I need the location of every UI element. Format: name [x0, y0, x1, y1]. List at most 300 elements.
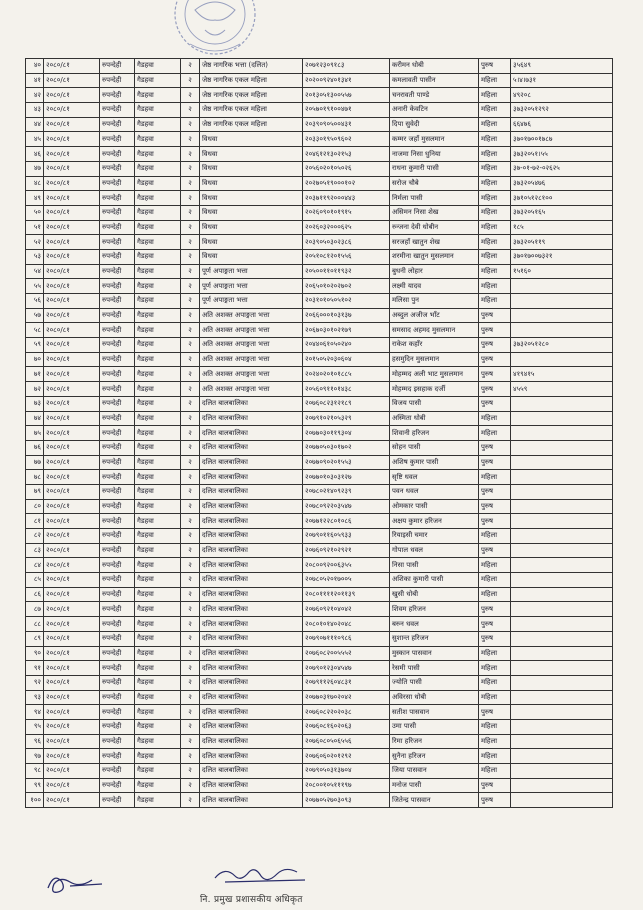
allowance-type-cell: दलित बालबालिका: [200, 440, 303, 455]
allowance-type-cell: दलित बालबालिका: [200, 411, 303, 426]
table-row: [26, 117, 613, 132]
palika-cell: गैडहवा: [135, 59, 181, 74]
palika-cell: गैडहवा: [135, 558, 181, 573]
fiscal-year-cell: २०८०/८१: [44, 323, 100, 338]
beneficiary-register-table: [25, 58, 613, 808]
allowance-type-cell: दलित बालबालिका: [200, 617, 303, 632]
allowance-type-cell: विधवा: [200, 205, 303, 220]
gender-cell: पुरुष: [479, 455, 511, 470]
table-row: [26, 205, 613, 220]
beneficiary-name-cell: सरोज चौबे: [390, 176, 479, 191]
district-cell: रुपन्देही: [100, 220, 135, 235]
fiscal-year-cell: २०८०/८१: [44, 191, 100, 206]
beneficiary-id-cell: २०७७०५२७०३०९३: [303, 793, 390, 808]
serial-number-cell: ७७: [26, 455, 44, 470]
district-cell: रुपन्देही: [100, 573, 135, 588]
allowance-type-cell: दलित बालबालिका: [200, 631, 303, 646]
serial-number-cell: ४९: [26, 191, 44, 206]
table-row: [26, 220, 613, 235]
gender-cell: महिला: [479, 235, 511, 250]
gender-cell: महिला: [479, 734, 511, 749]
ward-cell: २: [181, 426, 200, 441]
district-cell: रुपन्देही: [100, 191, 135, 206]
allowance-type-cell: जेष्ठ नागरिक एकल महिला: [200, 88, 303, 103]
allowance-type-cell: दलित बालबालिका: [200, 690, 303, 705]
table-row: [26, 631, 613, 646]
gender-cell: पुरुष: [479, 367, 511, 382]
gender-cell: महिला: [479, 249, 511, 264]
ward-cell: २: [181, 191, 200, 206]
district-cell: रुपन्देही: [100, 103, 135, 118]
district-cell: रुपन्देही: [100, 499, 135, 514]
serial-number-cell: ४७: [26, 161, 44, 176]
gender-cell: महिला: [479, 117, 511, 132]
table-row: [26, 602, 613, 617]
beneficiary-id-cell: २०७८०५२०१७००५: [303, 573, 390, 588]
beneficiary-name-cell: विजय पासी: [390, 396, 479, 411]
citizenship-number-cell: [511, 411, 613, 426]
beneficiary-name-cell: सुनैना हरिजन: [390, 749, 479, 764]
fiscal-year-cell: २०८०/८१: [44, 764, 100, 779]
palika-cell: गैडहवा: [135, 426, 181, 441]
citizenship-number-cell: ३७३२०५१२८०: [511, 338, 613, 353]
allowance-type-cell: दलित बालबालिका: [200, 764, 303, 779]
allowance-type-cell: दलित बालबालिका: [200, 396, 303, 411]
beneficiary-name-cell: शिवानी हरिजन: [390, 426, 479, 441]
beneficiary-id-cell: २०७७०३१७०२०४२: [303, 690, 390, 705]
citizenship-number-cell: [511, 602, 613, 617]
table-row: [26, 103, 613, 118]
citizenship-number-cell: ३७३२०५४७६: [511, 176, 613, 191]
citizenship-number-cell: [511, 734, 613, 749]
citizenship-number-cell: [511, 396, 613, 411]
serial-number-cell: ७६: [26, 440, 44, 455]
beneficiary-id-cell: २०५६०९११०१४३८: [303, 382, 390, 397]
district-cell: रुपन्देही: [100, 88, 135, 103]
beneficiary-name-cell: अशिष कुमार पासी: [390, 455, 479, 470]
district-cell: रुपन्देही: [100, 661, 135, 676]
table-row: [26, 558, 613, 573]
ward-cell: २: [181, 558, 200, 573]
district-cell: रुपन्देही: [100, 279, 135, 294]
district-cell: रुपन्देही: [100, 690, 135, 705]
district-cell: रुपन्देही: [100, 602, 135, 617]
citizenship-number-cell: [511, 543, 613, 558]
allowance-type-cell: अति अशक्त अपाङ्गता भत्ता: [200, 308, 303, 323]
palika-cell: गैडहवा: [135, 338, 181, 353]
serial-number-cell: ९०: [26, 646, 44, 661]
palika-cell: गैडहवा: [135, 249, 181, 264]
palika-cell: गैडहवा: [135, 734, 181, 749]
fiscal-year-cell: २०८०/८१: [44, 279, 100, 294]
citizenship-number-cell: [511, 749, 613, 764]
fiscal-year-cell: २०८०/८१: [44, 367, 100, 382]
ward-cell: २: [181, 117, 200, 132]
citizenship-number-cell: ३५६४९: [511, 59, 613, 74]
ward-cell: २: [181, 205, 200, 220]
gender-cell: पुरुष: [479, 514, 511, 529]
fiscal-year-cell: २०८०/८१: [44, 308, 100, 323]
table-row: [26, 499, 613, 514]
beneficiary-name-cell: सतीश पासवान: [390, 705, 479, 720]
allowance-type-cell: विधवा: [200, 249, 303, 264]
beneficiary-name-cell: खुसी धोबी: [390, 587, 479, 602]
allowance-type-cell: जेष्ठ नागरिक भत्ता (दलित): [200, 59, 303, 74]
fiscal-year-cell: २०८०/८१: [44, 705, 100, 720]
district-cell: रुपन्देही: [100, 323, 135, 338]
serial-number-cell: ९१: [26, 661, 44, 676]
beneficiary-id-cell: २०७७०१०३०३१२७: [303, 470, 390, 485]
gender-cell: महिला: [479, 132, 511, 147]
beneficiary-name-cell: बरुन धवल: [390, 617, 479, 632]
allowance-type-cell: दलित बालबालिका: [200, 455, 303, 470]
table-row: [26, 338, 613, 353]
table-row: [26, 617, 613, 632]
fiscal-year-cell: २०८०/८१: [44, 352, 100, 367]
gender-cell: महिला: [479, 88, 511, 103]
table-row: [26, 191, 613, 206]
beneficiary-id-cell: २०७९०५०३१३७०४: [303, 764, 390, 779]
table-row: [26, 367, 613, 382]
beneficiary-name-cell: मनोज पासी: [390, 778, 479, 793]
beneficiary-id-cell: २०२६०९०१०१९१५: [303, 205, 390, 220]
serial-number-cell: ८६: [26, 587, 44, 602]
allowance-type-cell: दलित बालबालिका: [200, 793, 303, 808]
fiscal-year-cell: २०८०/८१: [44, 602, 100, 617]
register-table-body: [26, 59, 613, 808]
serial-number-cell: ५४: [26, 264, 44, 279]
fiscal-year-cell: २०८०/८१: [44, 88, 100, 103]
table-row: [26, 705, 613, 720]
palika-cell: गैडहवा: [135, 499, 181, 514]
serial-number-cell: ५२: [26, 235, 44, 250]
citizenship-number-cell: [511, 484, 613, 499]
gender-cell: महिला: [479, 205, 511, 220]
serial-number-cell: ९९: [26, 778, 44, 793]
citizenship-number-cell: ३७१०५१२८१००: [511, 191, 613, 206]
citizenship-number-cell: [511, 440, 613, 455]
table-row: [26, 176, 613, 191]
gender-cell: पुरुष: [479, 484, 511, 499]
table-row: [26, 529, 613, 544]
citizenship-number-cell: [511, 646, 613, 661]
ward-cell: २: [181, 440, 200, 455]
district-cell: रुपन्देही: [100, 484, 135, 499]
citizenship-number-cell: ३७३२०५११९: [511, 235, 613, 250]
district-cell: रुपन्देही: [100, 73, 135, 88]
palika-cell: गैडहवा: [135, 749, 181, 764]
palika-cell: गैडहवा: [135, 323, 181, 338]
allowance-type-cell: विधवा: [200, 220, 303, 235]
table-row: [26, 543, 613, 558]
serial-number-cell: ४०: [26, 59, 44, 74]
palika-cell: गैडहवा: [135, 440, 181, 455]
citizenship-number-cell: [511, 470, 613, 485]
gender-cell: पुरुष: [479, 308, 511, 323]
ward-cell: २: [181, 103, 200, 118]
fiscal-year-cell: २०८०/८१: [44, 470, 100, 485]
allowance-type-cell: विधवा: [200, 235, 303, 250]
citizenship-number-cell: [511, 323, 613, 338]
ward-cell: २: [181, 499, 200, 514]
table-row: [26, 279, 613, 294]
ward-cell: २: [181, 602, 200, 617]
citizenship-number-cell: [511, 764, 613, 779]
ward-cell: २: [181, 176, 200, 191]
fiscal-year-cell: २०८०/८१: [44, 646, 100, 661]
serial-number-cell: ५५: [26, 279, 44, 294]
gender-cell: महिला: [479, 719, 511, 734]
citizenship-number-cell: [511, 705, 613, 720]
palika-cell: गैडहवा: [135, 367, 181, 382]
beneficiary-name-cell: सृष्टि धवल: [390, 470, 479, 485]
fiscal-year-cell: २०८०/८१: [44, 132, 100, 147]
gender-cell: महिला: [479, 470, 511, 485]
ward-cell: २: [181, 411, 200, 426]
palika-cell: गैडहवा: [135, 279, 181, 294]
palika-cell: गैडहवा: [135, 411, 181, 426]
beneficiary-name-cell: शरमीना खातुन मुसलमान: [390, 249, 479, 264]
allowance-type-cell: विधवा: [200, 176, 303, 191]
fiscal-year-cell: २०८०/८१: [44, 529, 100, 544]
gender-cell: पुरुष: [479, 323, 511, 338]
beneficiary-id-cell: २०३९०५०३०२३८६: [303, 235, 390, 250]
table-row: [26, 573, 613, 588]
table-row: [26, 132, 613, 147]
beneficiary-id-cell: २०७९०११६०५९३३: [303, 529, 390, 544]
ward-cell: २: [181, 749, 200, 764]
serial-number-cell: ८७: [26, 602, 44, 617]
district-cell: रुपन्देही: [100, 147, 135, 162]
allowance-type-cell: जेष्ठ नागरिक एकल महिला: [200, 103, 303, 118]
ward-cell: २: [181, 396, 200, 411]
fiscal-year-cell: २०८०/८१: [44, 455, 100, 470]
signature-left: [40, 868, 110, 898]
palika-cell: गैडहवा: [135, 514, 181, 529]
beneficiary-name-cell: समसाद अहमद मुसलमान: [390, 323, 479, 338]
ward-cell: २: [181, 279, 200, 294]
fiscal-year-cell: २०८०/८१: [44, 617, 100, 632]
beneficiary-name-cell: अस्मिता धोबी: [390, 411, 479, 426]
serial-number-cell: ९३: [26, 690, 44, 705]
table-row: [26, 264, 613, 279]
citizenship-number-cell: [511, 690, 613, 705]
ward-cell: २: [181, 352, 200, 367]
fiscal-year-cell: २०८०/८१: [44, 573, 100, 588]
citizenship-number-cell: [511, 587, 613, 602]
citizenship-number-cell: [511, 294, 613, 309]
palika-cell: गैडहवा: [135, 661, 181, 676]
palika-cell: गैडहवा: [135, 484, 181, 499]
allowance-type-cell: अति अशक्त अपाङ्गता भत्ता: [200, 323, 303, 338]
district-cell: रुपन्देही: [100, 176, 135, 191]
fiscal-year-cell: २०८०/८१: [44, 734, 100, 749]
citizenship-number-cell: [511, 308, 613, 323]
fiscal-year-cell: २०८०/८१: [44, 396, 100, 411]
district-cell: रुपन्देही: [100, 59, 135, 74]
allowance-type-cell: दलित बालबालिका: [200, 675, 303, 690]
palika-cell: गैडहवा: [135, 235, 181, 250]
gender-cell: पुरुष: [479, 338, 511, 353]
palika-cell: गैडहवा: [135, 690, 181, 705]
beneficiary-name-cell: राकेश कहाँर: [390, 338, 479, 353]
beneficiary-id-cell: २०७७१२२८०१०८६: [303, 514, 390, 529]
citizenship-number-cell: [511, 631, 613, 646]
district-cell: रुपन्देही: [100, 543, 135, 558]
fiscal-year-cell: २०८०/८१: [44, 249, 100, 264]
citizenship-number-cell: ५।४।७३१: [511, 73, 613, 88]
ward-cell: २: [181, 88, 200, 103]
beneficiary-name-cell: अब्दुल अजीज भाँट: [390, 308, 479, 323]
palika-cell: गैडहवा: [135, 294, 181, 309]
beneficiary-name-cell: कम्मर जहाँ मुसलमान: [390, 132, 479, 147]
ward-cell: २: [181, 323, 200, 338]
district-cell: रुपन्देही: [100, 382, 135, 397]
fiscal-year-cell: २०८०/८१: [44, 558, 100, 573]
beneficiary-name-cell: कमलावती पासीन: [390, 73, 479, 88]
fiscal-year-cell: २०८०/८१: [44, 587, 100, 602]
beneficiary-id-cell: २०७६०६०२०१२९२: [303, 749, 390, 764]
palika-cell: गैडहवा: [135, 264, 181, 279]
ward-cell: २: [181, 338, 200, 353]
palika-cell: गैडहवा: [135, 73, 181, 88]
table-row: [26, 308, 613, 323]
ward-cell: २: [181, 484, 200, 499]
gender-cell: पुरुष: [479, 352, 511, 367]
palika-cell: गैडहवा: [135, 602, 181, 617]
ward-cell: २: [181, 778, 200, 793]
fiscal-year-cell: २०८०/८१: [44, 117, 100, 132]
table-row: [26, 161, 613, 176]
gender-cell: महिला: [479, 411, 511, 426]
palika-cell: गैडहवा: [135, 88, 181, 103]
allowance-type-cell: दलित बालबालिका: [200, 558, 303, 573]
district-cell: रुपन्देही: [100, 793, 135, 808]
fiscal-year-cell: २०८०/८१: [44, 382, 100, 397]
ward-cell: २: [181, 675, 200, 690]
signature-officer: [205, 862, 315, 888]
table-row: [26, 440, 613, 455]
table-row: [26, 382, 613, 397]
allowance-type-cell: विधवा: [200, 132, 303, 147]
beneficiary-id-cell: २०७७०९०२०१५५३: [303, 455, 390, 470]
allowance-type-cell: दलित बालबालिका: [200, 587, 303, 602]
citizenship-number-cell: ६६४७६: [511, 117, 613, 132]
citizenship-number-cell: ३७-०१-७२-०२६२५: [511, 161, 613, 176]
serial-number-cell: ४३: [26, 103, 44, 118]
gender-cell: पुरुष: [479, 440, 511, 455]
palika-cell: गैडहवा: [135, 573, 181, 588]
ward-cell: २: [181, 294, 200, 309]
beneficiary-name-cell: चनरावती पाण्डे: [390, 88, 479, 103]
fiscal-year-cell: २०८०/८१: [44, 661, 100, 676]
allowance-type-cell: दलित बालबालिका: [200, 661, 303, 676]
table-row: [26, 455, 613, 470]
district-cell: रुपन्देही: [100, 426, 135, 441]
fiscal-year-cell: २०८०/८१: [44, 147, 100, 162]
citizenship-number-cell: [511, 499, 613, 514]
beneficiary-id-cell: २०५१०८१२०१५५६: [303, 249, 390, 264]
citizenship-number-cell: [511, 661, 613, 676]
palika-cell: गैडहवा: [135, 191, 181, 206]
serial-number-cell: ५१: [26, 220, 44, 235]
table-row: [26, 323, 613, 338]
district-cell: रुपन्देही: [100, 470, 135, 485]
ward-cell: २: [181, 73, 200, 88]
beneficiary-name-cell: नाजमा निसा धुनिया: [390, 147, 479, 162]
serial-number-cell: ४८: [26, 176, 44, 191]
district-cell: रुपन्देही: [100, 558, 135, 573]
palika-cell: गैडहवा: [135, 220, 181, 235]
serial-number-cell: ७१: [26, 367, 44, 382]
table-row: [26, 646, 613, 661]
office-seal-stamp: [150, 0, 280, 62]
district-cell: रुपन्देही: [100, 249, 135, 264]
beneficiary-id-cell: २०७६०९२१०२९२१: [303, 543, 390, 558]
palika-cell: गैडहवा: [135, 455, 181, 470]
fiscal-year-cell: २०८०/८१: [44, 426, 100, 441]
palika-cell: गैडहवा: [135, 778, 181, 793]
serial-number-cell: ९५: [26, 719, 44, 734]
palika-cell: गैडहवा: [135, 147, 181, 162]
citizenship-number-cell: ३७०१७००१७८७: [511, 132, 613, 147]
fiscal-year-cell: २०८०/८१: [44, 338, 100, 353]
ward-cell: २: [181, 646, 200, 661]
gender-cell: महिला: [479, 426, 511, 441]
palika-cell: गैडहवा: [135, 352, 181, 367]
serial-number-cell: ८४: [26, 558, 44, 573]
allowance-type-cell: अति अशक्त अपाङ्गता भत्ता: [200, 367, 303, 382]
beneficiary-name-cell: शिवम हरिजन: [390, 602, 479, 617]
palika-cell: गैडहवा: [135, 103, 181, 118]
allowance-type-cell: पूर्ण अपाङ्गता भत्ता: [200, 264, 303, 279]
citizenship-number-cell: [511, 279, 613, 294]
beneficiary-name-cell: अविरसा धोबी: [390, 690, 479, 705]
ward-cell: २: [181, 455, 200, 470]
citizenship-number-cell: [511, 778, 613, 793]
gender-cell: महिला: [479, 646, 511, 661]
ward-cell: २: [181, 573, 200, 588]
fiscal-year-cell: २०८०/८१: [44, 675, 100, 690]
beneficiary-id-cell: २०८००१०५१११९७: [303, 778, 390, 793]
allowance-type-cell: अति अशक्त अपाङ्गता भत्ता: [200, 338, 303, 353]
gender-cell: पुरुष: [479, 793, 511, 808]
serial-number-cell: ५८: [26, 323, 44, 338]
allowance-type-cell: दलित बालबालिका: [200, 646, 303, 661]
citizenship-number-cell: [511, 617, 613, 632]
gender-cell: महिला: [479, 675, 511, 690]
gender-cell: महिला: [479, 161, 511, 176]
ward-cell: २: [181, 661, 200, 676]
serial-number-cell: ८८: [26, 617, 44, 632]
palika-cell: गैडहवा: [135, 617, 181, 632]
allowance-type-cell: जेष्ठ नागरिक एकल महिला: [200, 117, 303, 132]
beneficiary-name-cell: अशिका कुमारी पासी: [390, 573, 479, 588]
district-cell: रुपन्देही: [100, 264, 135, 279]
table-row: [26, 778, 613, 793]
district-cell: रुपन्देही: [100, 205, 135, 220]
beneficiary-id-cell: २०३९०९०५००४३१: [303, 117, 390, 132]
beneficiary-name-cell: बुधनी लोहार: [390, 264, 479, 279]
allowance-type-cell: विधवा: [200, 147, 303, 162]
table-row: [26, 719, 613, 734]
serial-number-cell: ८१: [26, 514, 44, 529]
serial-number-cell: ४५: [26, 132, 44, 147]
fiscal-year-cell: २०८०/८१: [44, 778, 100, 793]
ward-cell: २: [181, 249, 200, 264]
citizenship-number-cell: [511, 352, 613, 367]
beneficiary-id-cell: २०७९०१२३०४५४७: [303, 661, 390, 676]
